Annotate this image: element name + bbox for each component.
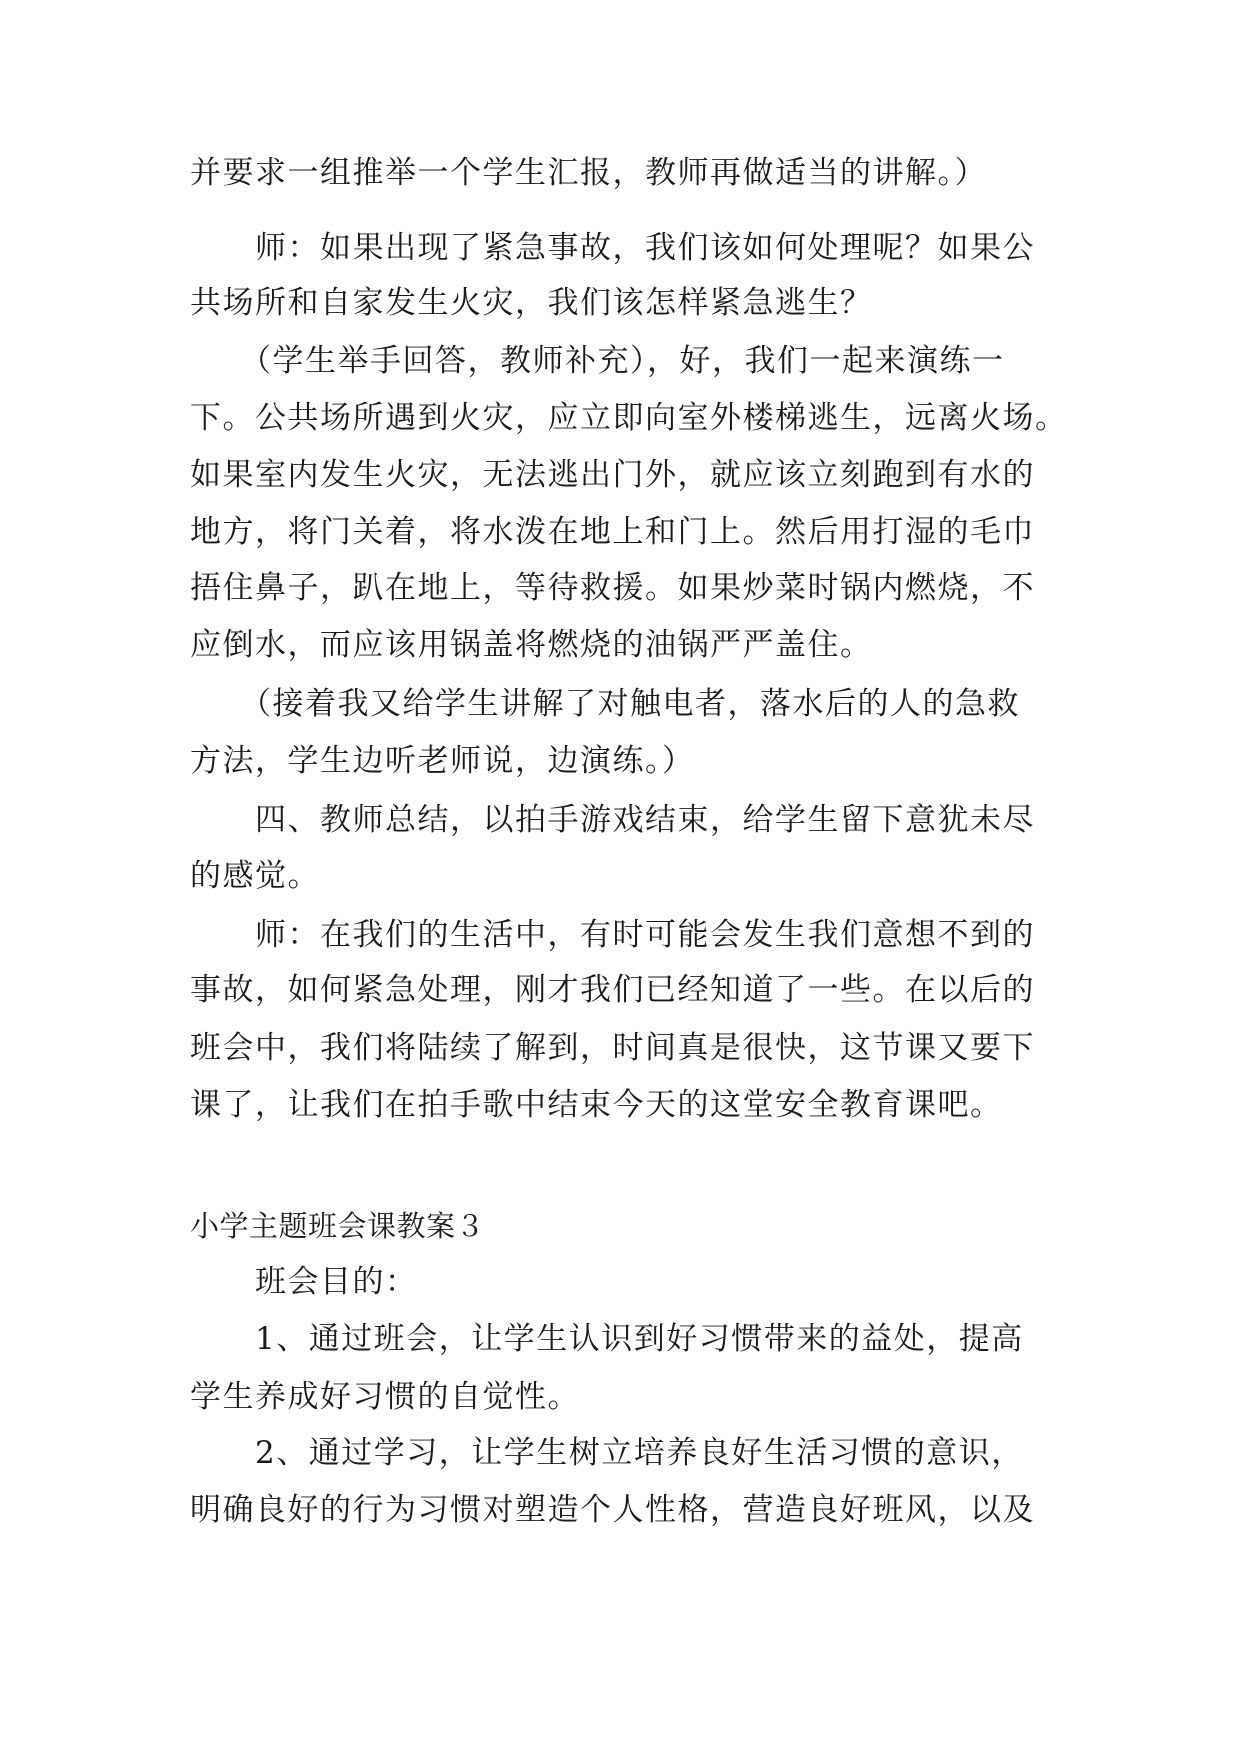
text-line: 的感觉。 [190, 858, 320, 894]
text-line: 下。公共场所遇到火灾，应立即向室外楼梯逃生，远离火场。 [190, 400, 1068, 436]
text-line: 班会中，我们将陆续了解到，时间真是很快，这节课又要下 [190, 1030, 1035, 1066]
text-line: 班会目的： [255, 1264, 418, 1300]
text-line: 方法，学生边听老师说，边演练。） [190, 743, 695, 779]
text-line: 地方，将门关着，将水泼在地上和门上。然后用打湿的毛巾 [190, 514, 1035, 550]
text-line: 学生养成好习惯的自觉性。 [190, 1379, 580, 1415]
text-line: （学生举手回答，教师补充），好，我们一起来演练一 [240, 343, 1005, 379]
text-line: 如果室内发生火灾，无法逃出门外，就应该立刻跑到有水的 [190, 457, 1035, 493]
text-line: 应倒水，而应该用锅盖将燃烧的油锅严严盖住。 [190, 627, 873, 663]
text-line: （接着我又给学生讲解了对触电者，落水后的人的急救 [240, 686, 1020, 722]
text-line: 并要求一组推举一个学生汇报，教师再做适当的讲解。） [190, 155, 987, 191]
text-line: 师：在我们的生活中，有时可能会发生我们意想不到的 [255, 917, 1035, 953]
text-line: 明确良好的行为习惯对塑造个人性格，营造良好班风，以及 [190, 1492, 1035, 1528]
text-line: 四、教师总结，以拍手游戏结束，给学生留下意犹未尽 [255, 802, 1035, 838]
text-line: 2、通过学习，让学生树立培养良好生活习惯的意识， [255, 1435, 1024, 1471]
text-line: 1、通过班会，让学生认识到好习惯带来的益处，提高 [255, 1321, 1024, 1357]
text-line: 课了，让我们在拍手歌中结束今天的这堂安全教育课吧。 [190, 1087, 1003, 1123]
text-line: 共场所和自家发生火灾，我们该怎样紧急逃生？ [190, 285, 873, 321]
section-heading: 小学主题班会课教案３ [190, 1209, 486, 1243]
text-line: 事故，如何紧急处理，刚才我们已经知道了一些。在以后的 [190, 972, 1035, 1008]
text-line: 师：如果出现了紧急事故，我们该如何处理呢？如果公 [255, 230, 1035, 266]
text-line: 捂住鼻子，趴在地上，等待救援。如果炒菜时锅内燃烧，不 [190, 570, 1035, 606]
